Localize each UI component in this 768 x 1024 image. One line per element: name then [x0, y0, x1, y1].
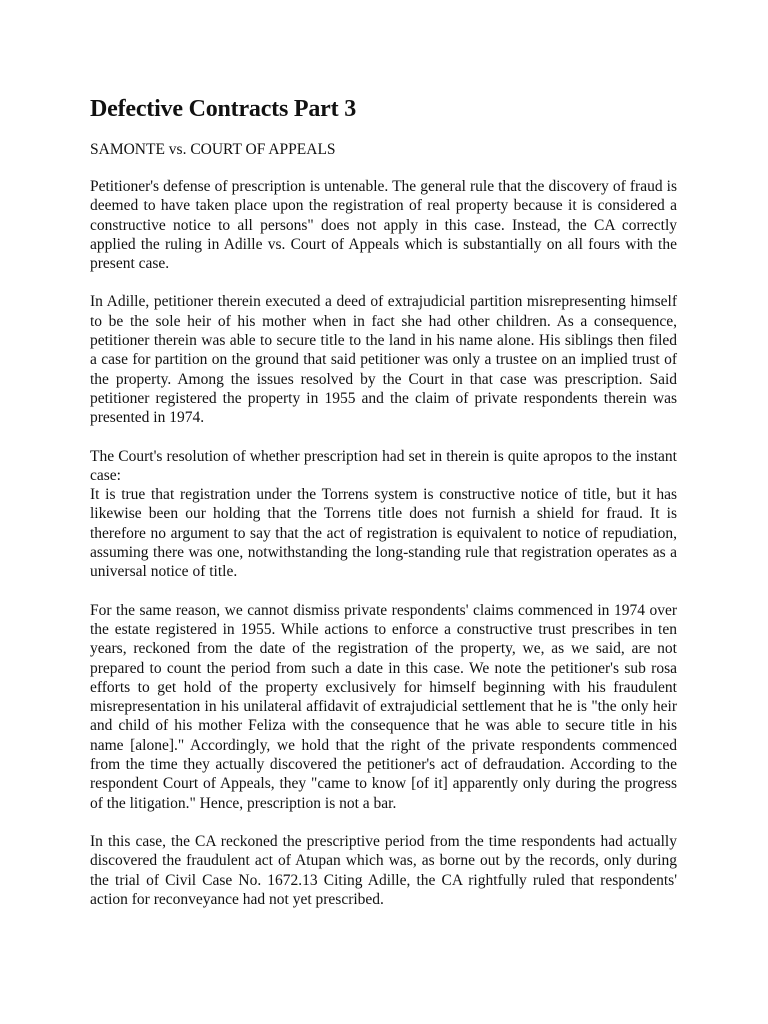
paragraph-ca-ruling: In this case, the CA reckoned the prescriptive period from the time respondents had actually discovered the fraudulent act of Atupan which was, as borne out by the records, only during the trial of Civil Case No. 1672.13 Citing Adille, the CA rightfully ruled that respondents' action for reconveyance had not yet prescribed. — [90, 832, 677, 908]
document-title: Defective Contracts Part 3 — [90, 96, 357, 122]
document-page — [90, 94, 677, 909]
paragraph-court-resolution-intro: The Court's resolution of whether prescription had set in therein is quite apropos to the instant case: — [90, 447, 677, 484]
paragraph-prescription-defense: Petitioner's defense of prescription is untenable. The general rule that the discovery of fraud is deemed to have taken place upon the registration of real property because it is considered a constructive notice to all persons" does not apply in this case. Instead, the CA correctly applied the ruling in Adille vs. Court of Appeals which is substantially on all fours with the present case. — [90, 178, 677, 273]
paragraph-adille-facts: In Adille, petitioner therein executed a deed of extrajudicial partition misrepresenting himself to be the sole heir of his mother when in fact she had other children. As a consequence, petitioner therein was able to secure title to the land in his name alone. His siblings then filed a case for partition on the ground that said petitioner was only a trustee on an implied trust of the property. Among the issues resolved by the Court in that case was prescription. Said petitioner registered the property in 1955 and the claim of private respondents therein was presented in 1974. — [90, 293, 677, 427]
case-name: SAMONTE vs. COURT OF APPEALS — [90, 141, 336, 158]
paragraph-private-respondents-claims: For the same reason, we cannot dismiss private respondents' claims commenced in 1974 over the estate registered in 1955. While actions to enforce a constructive trust prescribes in ten years, reckoned from the date of the registration of the property, we, as we said, are not prepared to count the period from such a date in this case. We note the petitioner's sub rosa efforts to get hold of the property exclusively for himself beginning with his fraudulent misrepresentation in his unilateral affidavit of extrajudicial settlement that he is "the only heir and child of his mother Feliza with the consequence that he was able to secure title in his name [alone]." Accordingly, we hold that the right of the private respondents commenced from the time they actually discovered the petitioner's act of defraudation. According to the respondent Court of Appeals, they "came to know [of it] apparently only during the progress of the litigation." Hence, prescription is not a bar. — [90, 601, 677, 812]
paragraph-torrens-quote: It is true that registration under the Torrens system is constructive notice of title, but it has likewise been our holding that the Torrens title does not furnish a shield for fraud. It is therefore no argument to say that the act of registration is equivalent to notice of repudiation, assuming there was one, notwithstanding the long-standing rule that registration operates as a universal notice of title. — [90, 486, 677, 581]
